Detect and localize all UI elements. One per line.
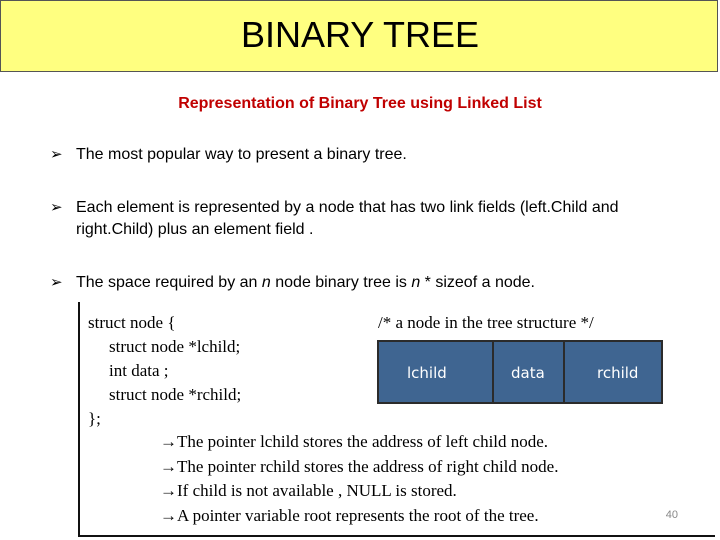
- bullet-text: Each element is represented by a node that has two link fields (left.Child and right.Child) plus an element field .: [76, 199, 619, 238]
- italic-variable: n: [411, 274, 421, 291]
- bullet-arrow-icon: ➢: [50, 274, 63, 291]
- code-line: struct node *rchild;: [109, 385, 242, 404]
- code-line: int data ;: [109, 361, 169, 380]
- slide-title: BINARY TREE: [240, 14, 480, 55]
- code-line: struct node *lchild;: [109, 337, 241, 356]
- note-line: →The pointer rchild stores the address of right child node.: [160, 457, 559, 476]
- bullet-item: [50, 272, 670, 294]
- note-line: →A pointer variable root represents the root of the tree.: [160, 506, 539, 525]
- bullet-arrow-icon: ➢: [50, 199, 63, 216]
- code-line: struct node {: [88, 313, 176, 332]
- bullet-item: [50, 144, 670, 166]
- page-number: 40: [665, 509, 678, 521]
- note-line: →The pointer lchild stores the address of left child node.: [160, 432, 549, 451]
- code-line: };: [88, 409, 101, 428]
- bullet-text: [76, 272, 670, 294]
- node-divider: [492, 342, 494, 402]
- node-field-lchild: lchild: [407, 364, 447, 382]
- node-divider: [563, 342, 565, 402]
- node-field-rchild: rchild: [597, 364, 639, 382]
- note-line: →If child is not available , NULL is stored.: [160, 481, 457, 500]
- bullet-arrow-icon: ➢: [50, 146, 63, 163]
- slide-subtitle: Representation of Binary Tree using Linked List: [178, 95, 542, 112]
- bullet-text: The most popular way to present a binary tree.: [76, 146, 407, 163]
- bullet-text-rich: The space required by an n node binary tree is n * sizeof a node.: [76, 274, 535, 291]
- node-structure-diagram: [377, 340, 663, 404]
- italic-variable: n: [261, 274, 271, 291]
- node-field-data: data: [511, 364, 545, 382]
- bullet-item: [50, 197, 670, 241]
- code-comment: /* a node in the tree structure */: [378, 313, 594, 332]
